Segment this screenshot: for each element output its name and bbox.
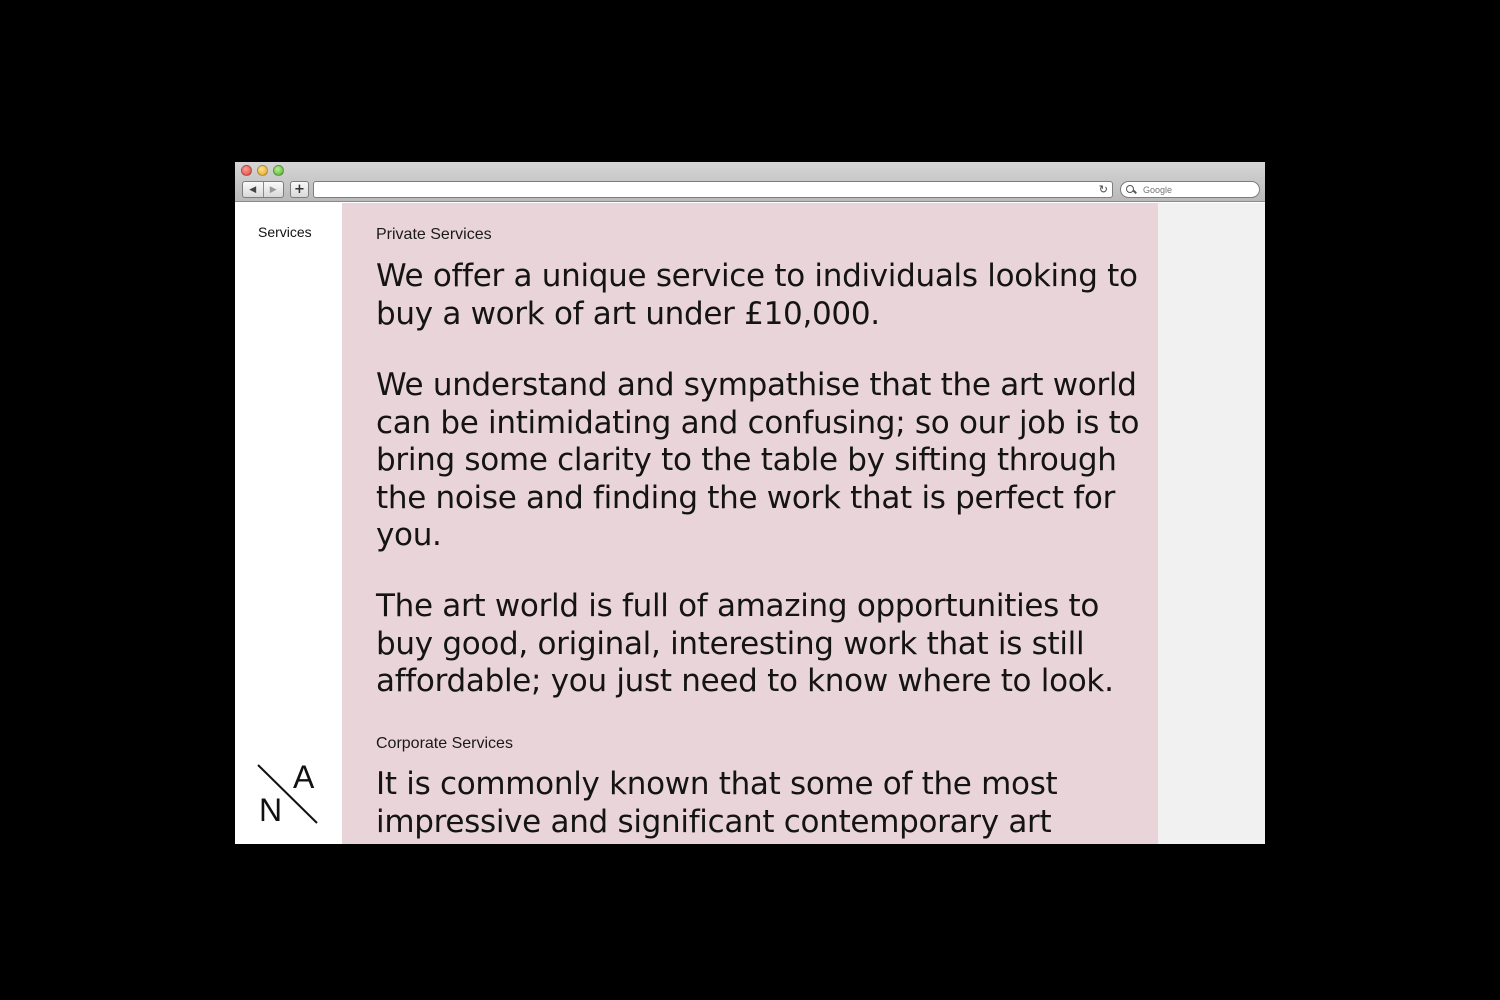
paragraph: It is commonly known that some of the most impressive and significant contemporary art [376,766,1058,840]
logo-letter-n: N [259,792,283,825]
history-nav [242,181,284,198]
browser-window [235,162,1265,844]
address-bar[interactable] [313,181,1113,198]
reload-icon[interactable]: ↻ [1098,183,1108,196]
zoom-window-icon[interactable] [273,165,284,176]
right-margin [1158,203,1265,844]
nav-item-services[interactable]: Services [258,224,312,240]
search-field[interactable] [1120,181,1260,198]
minimize-window-icon[interactable] [257,165,268,176]
paragraph: The art world is full of amazing opportunities to buy good, original, interesting work that is still affordable; you just need to know where to look. [376,588,1114,699]
back-arrow-icon[interactable]: ◀ [249,184,257,195]
search-input[interactable] [1143,185,1253,195]
close-window-icon[interactable] [241,165,252,176]
window-controls [241,165,284,176]
main-content [342,203,1158,844]
logo-letter-a: A [293,759,315,795]
sidebar [235,203,342,844]
paragraph: We offer a unique service to individuals looking to buy a work of art under £10,000. [376,258,1138,332]
section-label-private: Private Services [376,226,492,243]
site-logo[interactable] [255,759,321,825]
search-icon [1126,184,1140,196]
forward-arrow-icon[interactable]: ▶ [263,182,284,197]
page-viewport [235,203,1265,844]
paragraph: We understand and sympathise that the art world can be intimidating and confusing; so our job is to bring some clarity to the table by sifting through the noise and finding the work that is perfect for you. [376,367,1140,553]
plus-icon[interactable]: + [290,181,309,198]
browser-toolbar [235,162,1265,202]
section-label-corporate: Corporate Services [376,735,513,752]
